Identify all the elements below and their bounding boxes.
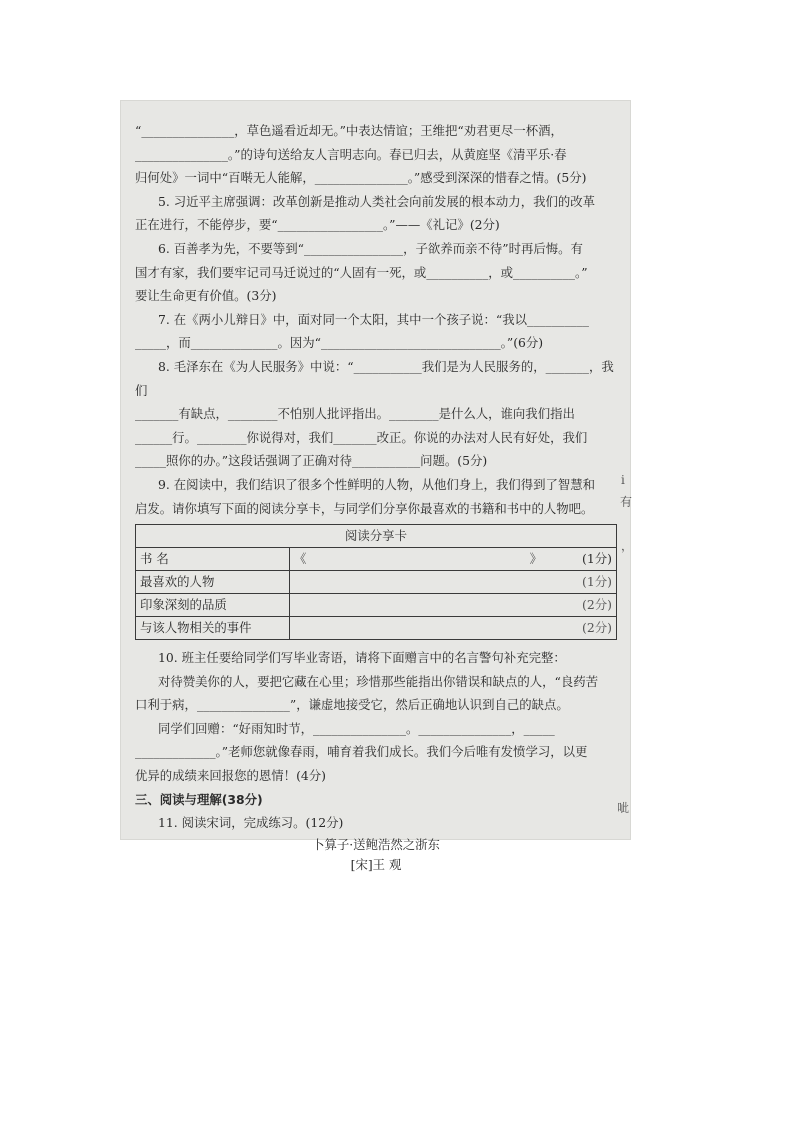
text-line: _____________。”老师您就像春雨，哺育着我们成长。我们今后唯有发愤学习，以更	[135, 744, 588, 760]
text-line: 同学们回赠：“好雨知时节，_______________。_______________，_____	[158, 720, 555, 736]
book-open-bracket: 《	[294, 551, 307, 567]
edge-mark: 有	[620, 495, 633, 509]
text-line: 优异的成绩来回报您的恩情！(4分)	[135, 768, 327, 784]
section-heading: 三、阅读与理解(38分)	[135, 791, 263, 807]
question-6: 6. 百善孝为先，不要等到“________________，子欲养而亲不待”时再后悔。有	[158, 240, 583, 256]
card-label: 书 名	[136, 548, 290, 571]
question-9: 9. 在阅读中，我们结识了很多个性鲜明的人物，从他们身上，我们得到了智慧和	[158, 476, 596, 492]
book-name-field[interactable]	[290, 548, 617, 571]
impressive-quality-field[interactable]	[290, 594, 617, 617]
text-line: “_______________，草色遥看近却无。”中表达情谊；王维把“劝君更尽一杯酒，	[135, 123, 563, 138]
edge-mark: i	[621, 473, 625, 487]
text-line: _____，而______________。因为“_____________________________。”(6分)	[135, 335, 544, 351]
text-line: 要让生命更有价值。(3分)	[135, 288, 277, 304]
text-line: 对待赞美你的人，要把它藏在心里；珍惜那些能指出你错误和缺点的人，“良药苦	[158, 673, 599, 689]
favorite-character-field[interactable]	[290, 571, 617, 594]
text-line: _______________。”的诗句送给友人言明志向。春已归去，从黄庭坚《清平乐·春	[135, 146, 567, 162]
card-row-quality	[136, 594, 617, 617]
text-line: 正在进行，不能停步，要“_________________。”——《礼记》(2分)	[135, 217, 500, 233]
card-label: 最喜欢的人物	[136, 571, 290, 594]
edge-mark: ，	[621, 539, 634, 553]
exam-text	[135, 119, 617, 875]
card-score: (1分)	[582, 574, 612, 590]
text-line: ______行。________你说得对，我们_______改正。你说的办法对人民有好处，我们	[135, 429, 588, 445]
question-8: 8. 毛泽东在《为人民服务》中说：“___________我们是为人民服务的，_______，我们	[135, 358, 614, 398]
card-score: (2分)	[582, 597, 612, 613]
question-11: 11. 阅读宋词，完成练习。(12分)	[158, 815, 344, 831]
text-line: 启发。请你填写下面的阅读分享卡，与同学们分享你最喜欢的书籍和书中的人物吧。	[135, 500, 594, 516]
text-line: 口利于病，_______________”，谦虚地接受它，然后正确地认识到自己的缺点。	[135, 697, 569, 713]
question-5: 5. 习近平主席强调：改革创新是推动人类社会向前发展的根本动力，我们的改革	[158, 193, 596, 209]
text-line: 归何处》一词中“百啭无人能解，_______________。”感受到深深的惜春之情。(5分)	[135, 170, 587, 186]
card-score: (1分)	[582, 551, 612, 567]
poem-title: 卜算子·送鲍浩然之浙东	[312, 836, 440, 852]
poem-author: [宋]王 观	[350, 856, 402, 872]
card-row-character	[136, 571, 617, 594]
related-event-field[interactable]	[290, 617, 617, 640]
photographed-page	[121, 101, 634, 872]
card-score: (2分)	[582, 620, 612, 636]
text-line: 国才有家，我们要牢记司马迁说过的“人固有一死，或__________，或__________。”	[135, 264, 588, 280]
card-row-book	[136, 548, 617, 571]
card-label: 与该人物相关的事件	[136, 617, 290, 640]
text-line: _______有缺点，________不怕别人批评指出。________是什么人，谁向我们指出	[135, 406, 575, 422]
card-title: 阅读分享卡	[136, 525, 617, 548]
card-row-event	[136, 617, 617, 640]
book-close-bracket: 》	[529, 551, 543, 567]
question-10: 10. 班主任要给同学们写毕业寄语，请将下面赠言中的名言警句补充完整：	[158, 650, 566, 666]
edge-mark: 呲	[617, 801, 630, 815]
text-line: _____照你的办。”这段话强调了正确对待___________问题。(5分)	[135, 453, 488, 469]
reading-share-card	[135, 524, 617, 640]
card-label: 印象深刻的品质	[136, 594, 290, 617]
question-7: 7. 在《两小儿辩日》中，面对同一个太阳，其中一个孩子说：“我以__________	[158, 311, 589, 327]
